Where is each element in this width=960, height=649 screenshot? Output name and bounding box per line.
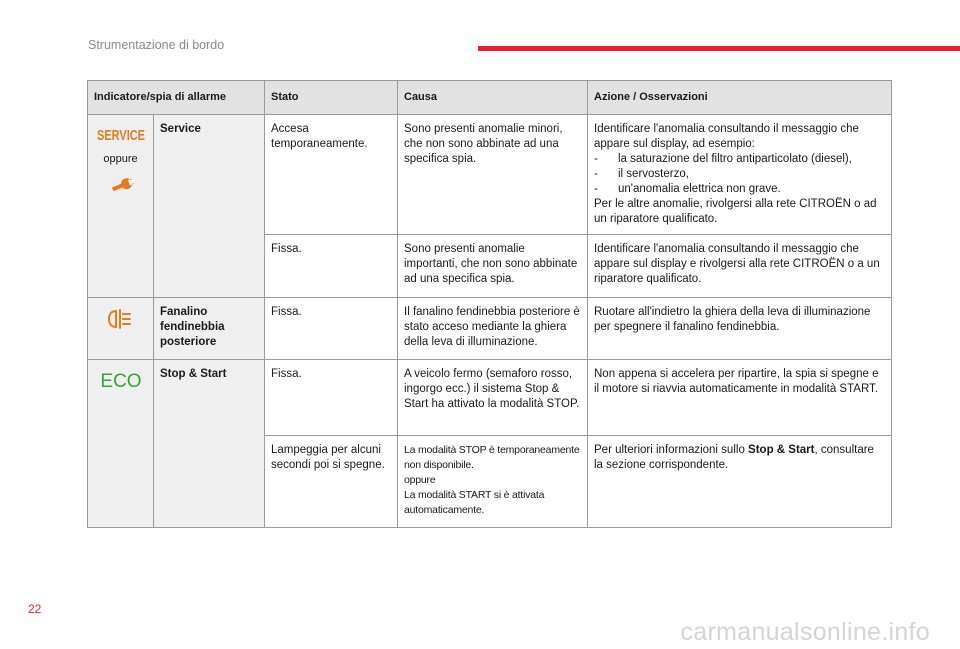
- header-action: Azione / Osservazioni: [588, 81, 892, 115]
- fog-name: Fanalino fendinebbia posteriore: [154, 298, 265, 360]
- section-title: Strumentazione di bordo: [88, 38, 225, 52]
- header-state: Stato: [265, 81, 398, 115]
- list-item: - un'anomalia elettrica non grave.: [594, 183, 781, 195]
- service-action-intro: Identificare l'anomalia consultando il messaggio che appare sul display, ad esempio:: [594, 123, 859, 150]
- service-cause-1: Sono presenti anomalie minori, che non sono abbinate ad una specifica spia.: [398, 115, 588, 235]
- eco-state-1: Fissa.: [265, 360, 398, 436]
- eco-name: Stop & Start: [154, 360, 265, 528]
- watermark: carmanualsonline.info: [680, 618, 930, 646]
- eco-icon: [100, 370, 142, 390]
- list-item: - il servosterzo,: [594, 168, 689, 180]
- table-row: [88, 115, 892, 235]
- service-icon-text: SERVICE: [96, 128, 145, 144]
- eco-cause-1: A veicolo fermo (semaforo rosso, ingorgo ecc.) il sistema Stop & Start ha attivato la modalità STOP.: [398, 360, 588, 436]
- service-state-2: Fissa.: [265, 235, 398, 298]
- service-icon-cell: [88, 115, 154, 298]
- oppure-label: oppure: [103, 153, 138, 165]
- eco-icon-cell: [88, 360, 154, 528]
- stop-start-bold: Stop & Start: [748, 444, 815, 456]
- header-accent-bar: [478, 46, 960, 51]
- eco-cause-line1: La modalità STOP è temporaneamente non disponibile.: [404, 444, 580, 471]
- warning-lights-table: [87, 80, 892, 528]
- eco-cause-line2: La modalità START si è attivata automaticamente.: [404, 489, 545, 516]
- service-state-1: Accesa temporaneamente.: [265, 115, 398, 235]
- header-cause: Causa: [398, 81, 588, 115]
- fog-state: Fissa.: [265, 298, 398, 360]
- eco-cause-oppure: oppure: [404, 474, 436, 486]
- service-warning-icon: [96, 125, 146, 143]
- fog-icon-cell: [88, 298, 154, 360]
- fog-action: Ruotare all'indietro la ghiera della leva di illuminazione per spegnere il fanalino fendinebbia.: [588, 298, 892, 360]
- table-header-row: [88, 81, 892, 115]
- service-action-1: [588, 115, 892, 235]
- eco-action-2: Per ulteriori informazioni sullo Stop & Start, consultare la sezione corrispondente.: [588, 436, 892, 528]
- service-action-2: Identificare l'anomalia consultando il messaggio che appare sul display e rivolgersi alla rete CITROËN o a un riparatore qualificato.: [588, 235, 892, 298]
- table-row: [88, 360, 892, 436]
- service-name: Service: [154, 115, 265, 298]
- list-item: - la saturazione del filtro antiparticolato (diesel),: [594, 153, 852, 165]
- eco-action-1: Non appena si accelera per ripartire, la spia si spegne e il motore si riavvia automaticamente in modalità START.: [588, 360, 892, 436]
- header-indicator: Indicatore/spia di allarme: [88, 81, 265, 115]
- eco-state-2: Lampeggia per alcuni secondi poi si spegne.: [265, 436, 398, 528]
- rear-fog-light-icon: [106, 308, 136, 330]
- table-row: [88, 298, 892, 360]
- eco-icon-text: ECO: [99, 371, 142, 392]
- wrench-icon: [108, 177, 134, 195]
- fog-cause: Il fanalino fendinebbia posteriore è stato acceso mediante la ghiera della leva di illuminazione.: [398, 298, 588, 360]
- service-action-outro: Per le altre anomalie, rivolgersi alla rete CITROËN o ad un riparatore qualificato.: [594, 198, 877, 225]
- page-number: 22: [28, 602, 42, 616]
- service-cause-2: Sono presenti anomalie importanti, che non sono abbinate ad una specifica spia.: [398, 235, 588, 298]
- eco-cause-2: [398, 436, 588, 528]
